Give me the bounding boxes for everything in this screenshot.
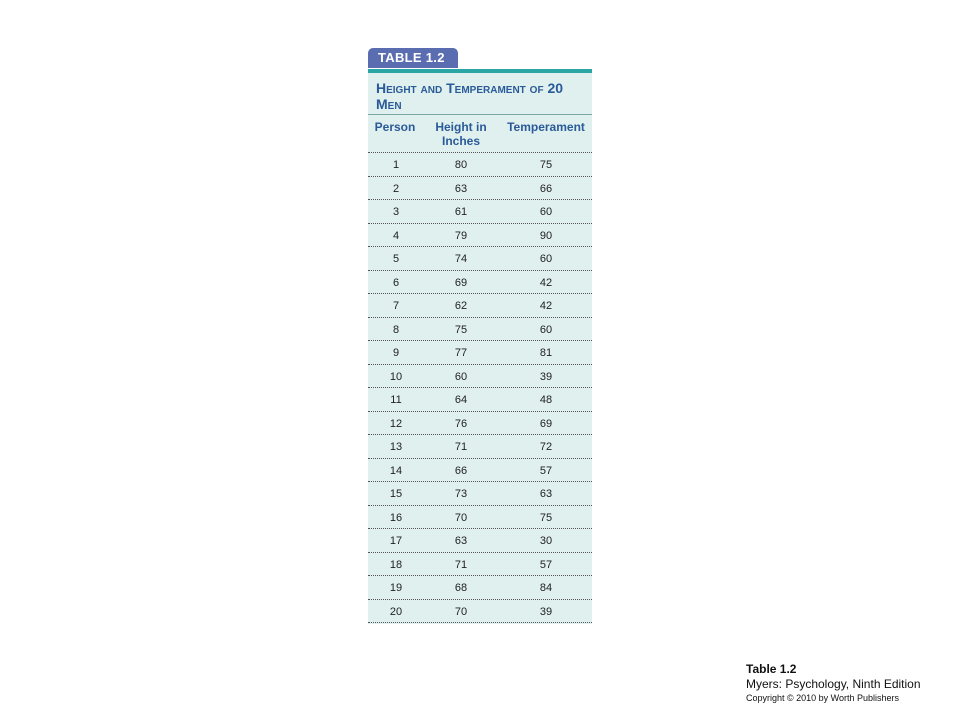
table-row [368, 177, 592, 201]
cell-height: 60 [454, 370, 468, 383]
cell-temperament: 42 [539, 300, 553, 312]
cell-height: 73 [454, 488, 468, 500]
caption-copyright: Copyright © 2010 by Worth Publishers [746, 693, 900, 703]
top-accent-bar [368, 69, 592, 73]
table-row [368, 341, 592, 365]
cell-height: 68 [454, 582, 468, 594]
cell-temperament: 60 [539, 253, 553, 265]
column-header-temperament: Temperament [507, 120, 585, 134]
table-row [368, 271, 592, 295]
cell-person: 16 [389, 511, 403, 524]
cell-height: 66 [454, 464, 468, 477]
cell-person: 1 [392, 159, 400, 171]
table-title: Height and Temperament of 20 Men [376, 80, 564, 112]
table-row [368, 365, 592, 389]
cell-temperament: 84 [539, 582, 553, 594]
cell-temperament: 75 [539, 159, 553, 171]
cell-temperament: 48 [539, 394, 553, 406]
table-row [368, 553, 592, 577]
cell-temperament: 30 [539, 535, 553, 547]
cell-height: 79 [454, 229, 468, 242]
cell-height: 80 [454, 159, 468, 171]
cell-temperament: 39 [539, 605, 553, 618]
cell-person: 7 [392, 300, 400, 312]
column-header-person: Person [374, 120, 416, 134]
cell-height: 75 [454, 323, 468, 336]
cell-height: 64 [454, 394, 468, 406]
cell-height: 61 [454, 206, 468, 218]
cell-person: 2 [392, 182, 400, 195]
cell-person: 6 [392, 276, 400, 289]
table-row [368, 576, 592, 600]
cell-temperament: 81 [539, 347, 553, 359]
caption-title: Table 1.2 [746, 662, 797, 676]
cell-height: 63 [454, 535, 468, 547]
cell-height: 76 [454, 417, 468, 430]
cell-temperament: 57 [539, 558, 553, 571]
title-divider [368, 114, 592, 115]
cell-temperament: 57 [539, 464, 553, 477]
table-row [368, 459, 592, 483]
cell-height: 77 [454, 347, 468, 359]
cell-person: 4 [392, 229, 400, 242]
figure-caption [746, 662, 921, 704]
cell-temperament: 42 [539, 276, 553, 289]
cell-person: 20 [389, 605, 403, 618]
cell-person: 5 [392, 253, 400, 265]
cell-temperament: 75 [539, 511, 553, 524]
cell-person: 8 [392, 323, 400, 336]
cell-height: 63 [454, 182, 468, 195]
table-row [368, 600, 592, 624]
table-body [368, 153, 592, 623]
cell-height: 74 [454, 253, 468, 265]
table-row [368, 506, 592, 530]
table-row [368, 388, 592, 412]
cell-person: 17 [389, 535, 403, 547]
cell-person: 19 [389, 582, 403, 594]
cell-height: 62 [454, 300, 468, 312]
cell-height: 71 [454, 441, 468, 453]
table-row [368, 294, 592, 318]
table-card [368, 69, 592, 624]
cell-person: 15 [389, 488, 403, 500]
table-row [368, 412, 592, 436]
cell-person: 14 [389, 464, 403, 477]
cell-temperament: 90 [539, 229, 553, 242]
cell-temperament: 72 [539, 441, 553, 453]
cell-person: 10 [389, 370, 403, 383]
cell-person: 12 [389, 417, 403, 430]
cell-height: 69 [454, 276, 468, 289]
cell-temperament: 66 [539, 182, 553, 195]
table-row [368, 435, 592, 459]
table-row [368, 247, 592, 271]
table-row [368, 318, 592, 342]
cell-temperament: 60 [539, 206, 553, 218]
table-row [368, 153, 592, 177]
table-row [368, 200, 592, 224]
column-header-height: Height in Inches [435, 120, 487, 148]
caption-source: Myers: Psychology, Ninth Edition [746, 677, 921, 691]
cell-person: 11 [390, 394, 402, 406]
cell-person: 18 [389, 558, 403, 571]
cell-person: 3 [392, 206, 400, 218]
table-number-tab: TABLE 1.2 [368, 48, 458, 68]
table-row [368, 482, 592, 506]
cell-person: 9 [392, 347, 400, 359]
cell-temperament: 63 [539, 488, 553, 500]
cell-height: 71 [454, 558, 468, 571]
cell-height: 70 [454, 605, 468, 618]
cell-temperament: 39 [539, 370, 553, 383]
table-row [368, 529, 592, 553]
cell-temperament: 69 [539, 417, 553, 430]
cell-height: 70 [454, 511, 468, 524]
cell-temperament: 60 [539, 323, 553, 336]
table-row [368, 224, 592, 248]
cell-person: 13 [389, 441, 403, 453]
